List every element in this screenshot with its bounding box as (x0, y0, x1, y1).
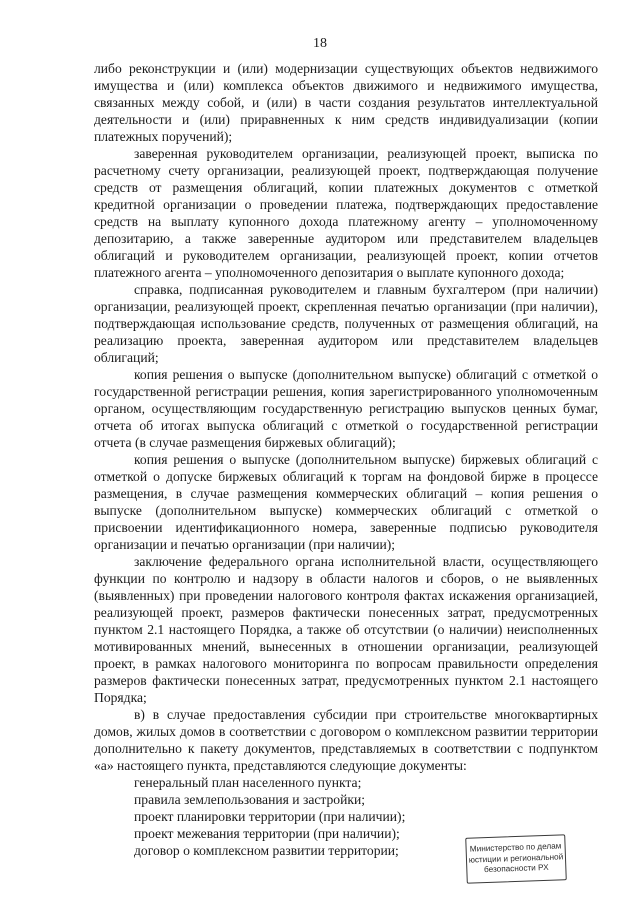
list-item: правила землепользования и застройки; (134, 792, 366, 807)
paragraph-3: справка, подписанная руководителем и главным бухгалтером (при наличии) организации, реализующей проект, скрепленная печатью организации (при наличии), подтверждающая использование средств, полученных от размещения облигаций, на реализацию проекта, заверенная аудитором или представителем владельцев облигаций; (94, 282, 598, 365)
stamp-line: юстиции и региональной (468, 851, 564, 865)
paragraph-7: в) в случае предоставления субсидии при строительстве многоквартирных домов, жилых домов в соответствии с договором о комплексном развитии территории дополнительно к пакету документов, представляемых в соответствии с подпунктом «а» настоящего пункта, представляются следующие документы: (94, 707, 598, 773)
ministry-stamp (465, 834, 567, 883)
paragraph-1: либо реконструкции и (или) модернизации существующих объектов недвижимого имущества и (или) комплекса объектов движимого и недвижимого имущества, связанных между собой, и (или) в части создания результатов интеллектуальной деятельности и (или) приравненных к ним средств индивидуализации (копии платежных поручений); (94, 61, 598, 144)
document-body (94, 60, 598, 859)
page-number: 18 (313, 36, 327, 51)
list-item: генеральный план населенного пункта; (134, 775, 362, 790)
paragraph-6: заключение федерального органа исполнительной власти, осуществляющего функции по контролю и надзору в области налогов и сборов, о не выявленных (выявленных) при проведении налогового контроля фактах искажения организацией, реализующей проект, размеров фактически понесенных затрат, предусмотренных пунктом 2.1 настоящего Порядка, а также об отсутствии (о наличии) неисполненных мотивированных мнений, вынесенных в отношении организации, реализующей проект, в рамках налогового мониторинга по вопросам правильности определения размеров фактически понесенных затрат, предусмотренных пунктом 2.1 настоящего Порядка; (94, 554, 598, 705)
stamp-line: безопасности РХ (483, 862, 549, 875)
paragraph-2: заверенная руководителем организации, реализующей проект, выписка по расчетному счету организации, реализующей проект, подтверждающая получение средств от размещения облигаций, копии платежных документов с отметкой кредитной организации о проведении платежа, подтверждающих предоставление средств на выплату купонного дохода платежному агенту – уполномоченному депозитарию, а также заверенные аудитором или представителем владельцев облигаций и руководителем организации, реализующей проект, копии отчетов платежного агента – уполномоченного депозитария о выплате купонного дохода; (94, 146, 598, 280)
paragraph-5: копия решения о выпуске (дополнительном выпуске) биржевых облигаций с отметкой о допуске биржевых облигаций к торгам на фондовой бирже в процессе размещения, в случае размещения коммерческих облигаций – копия решения о выпуске (дополнительном выпуске) коммерческих облигаций с отметкой о присвоении идентификационного номера, заверенные подписью руководителя организации и печатью организации (при наличии); (94, 452, 598, 552)
list-item: проект межевания территории (при наличии); (134, 826, 400, 841)
stamp-line: Министерство по делам (469, 841, 562, 854)
list-item: договор о комплексном развитии территории; (134, 843, 399, 858)
paragraph-4: копия решения о выпуске (дополнительном выпуске) облигаций с отметкой о государственной регистрации решения, копия зарегистрированного уполномоченным органом, осуществляющим государственную регистрацию выпусков ценных бумаг, отчета об итогах выпуска облигаций с отметкой о государственной регистрации отчета (в случае размещения биржевых облигаций); (94, 367, 598, 450)
list-item: проект планировки территории (при наличии); (134, 809, 406, 824)
